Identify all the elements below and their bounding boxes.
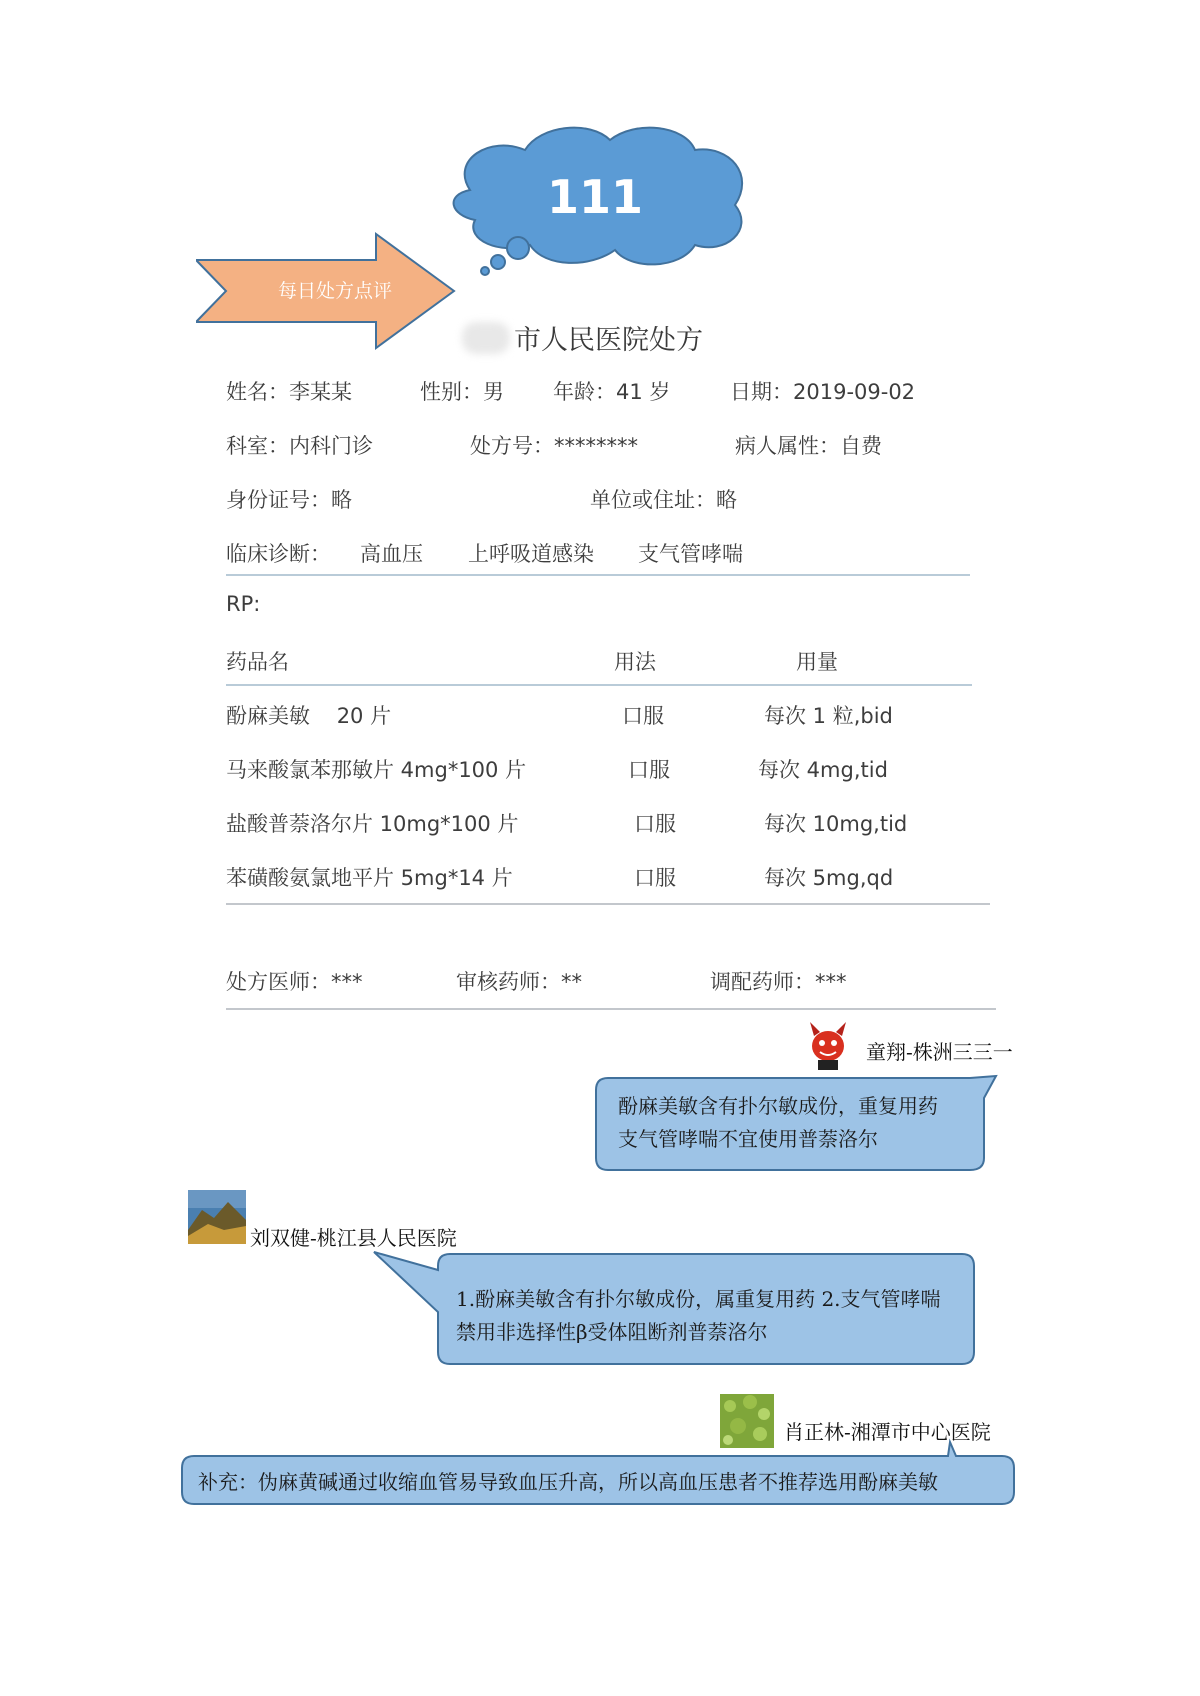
column-dosage: 用量 (796, 650, 838, 674)
comment-author: 童翔-株洲三三一 (866, 1040, 1013, 1064)
dispenser: 调配药师：*** (710, 970, 847, 994)
comment-text (456, 1283, 941, 1349)
comment-author: 肖正林-湘潭市中心医院 (784, 1420, 991, 1444)
rp-label: RP: (226, 592, 261, 616)
drug-name: 盐酸普萘洛尔片 10mg*100 片 (226, 812, 519, 836)
divider (226, 684, 972, 686)
divider (226, 574, 970, 576)
comment-line: 补充：伪麻黄碱通过收缩血管易导致血压升高，所以高血压患者不推荐选用酚麻美敏 (198, 1470, 938, 1494)
drug-usage: 口服 (634, 866, 676, 890)
drug-usage: 口服 (622, 704, 664, 728)
prescriber: 处方医师：*** (226, 970, 363, 994)
diagnosis-3: 支气管哮喘 (638, 542, 743, 566)
comment-line: 酚麻美敏含有扑尔敏成份，重复用药 (618, 1094, 938, 1118)
patient-age: 年龄：41 岁 (553, 380, 671, 404)
drug-name: 马来酸氯苯那敏片 4mg*100 片 (226, 758, 527, 782)
prescription-date: 日期：2019-09-02 (730, 380, 916, 404)
drug-usage: 口服 (628, 758, 670, 782)
comment-line: 1.酚麻美敏含有扑尔敏成份，属重复用药 2.支气管哮喘 (456, 1287, 941, 1311)
column-drug: 药品名 (226, 650, 289, 674)
patient-name: 姓名：李某某 (226, 380, 352, 404)
id-number: 身份证号：略 (226, 488, 352, 512)
drug-dosage: 每次 4mg,tid (758, 758, 888, 782)
diagnosis-label: 临床诊断： (226, 542, 331, 566)
prescription-title: 市人民医院处方 (514, 325, 703, 356)
comment-line: 支气管哮喘不宜使用普萘洛尔 (618, 1127, 878, 1151)
comment-line: 禁用非选择性β受体阻断剂普萘洛尔 (456, 1320, 768, 1344)
comment-text (618, 1090, 938, 1156)
divider (226, 1008, 996, 1010)
address: 单位或住址：略 (590, 488, 737, 512)
drug-name: 酚麻美敏 20 片 (226, 704, 392, 728)
column-usage: 用法 (614, 650, 656, 674)
patient-type: 病人属性：自费 (735, 434, 882, 458)
avatar (188, 1190, 246, 1244)
prescription-number: 处方号：******** (470, 434, 638, 458)
diagnosis-1: 高血压 (360, 542, 423, 566)
comment-author: 刘双健-桃江县人民医院 (250, 1226, 457, 1250)
arrow-label: 每日处方点评 (277, 280, 392, 302)
diagnosis-2: 上呼吸道感染 (468, 542, 594, 566)
mountain-photo-icon (188, 1190, 246, 1244)
reviewer: 审核药师：** (456, 970, 582, 994)
comment-text (198, 1466, 938, 1499)
drug-dosage: 每次 5mg,qd (764, 866, 894, 890)
drug-dosage: 每次 1 粒,bid (764, 704, 893, 728)
department: 科室：内科门诊 (226, 434, 373, 458)
avatar (800, 1016, 856, 1072)
patient-gender: 性别：男 (420, 380, 504, 404)
drug-name: 苯磺酸氨氯地平片 5mg*14 片 (226, 866, 513, 890)
cloud-number: 111 (546, 170, 644, 224)
drug-dosage: 每次 10mg,tid (764, 812, 908, 836)
drug-usage: 口服 (634, 812, 676, 836)
devil-icon (800, 1016, 856, 1072)
divider (226, 903, 990, 905)
